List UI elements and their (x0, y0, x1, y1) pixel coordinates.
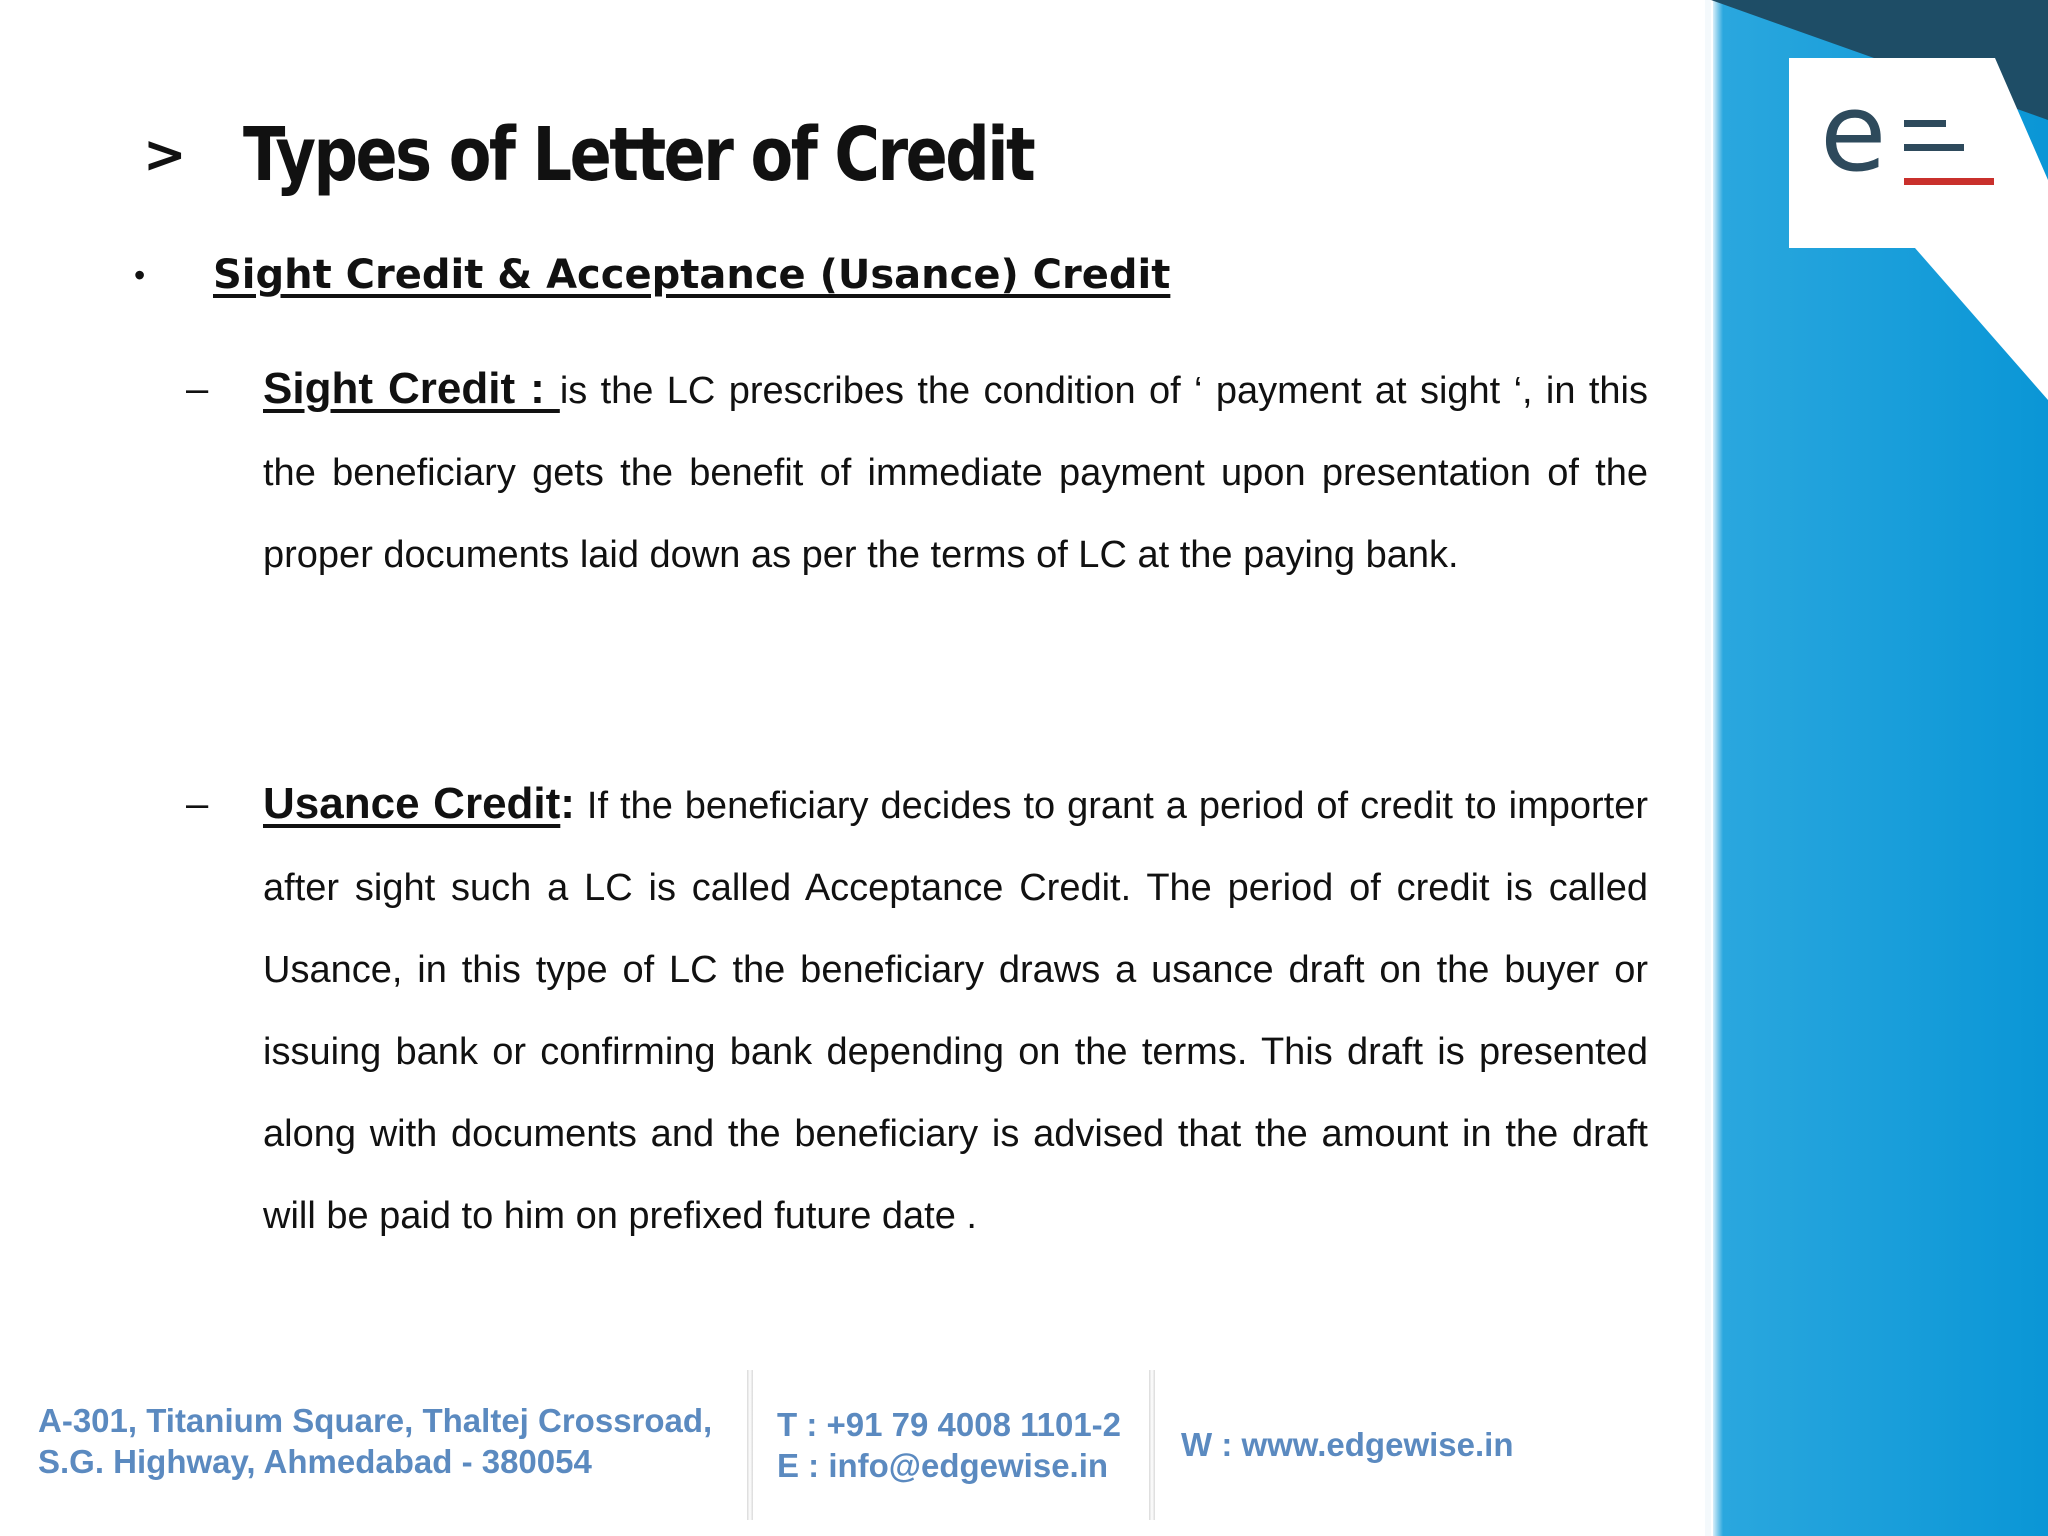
footer-email[interactable]: E : info@edgewise.in (777, 1447, 1109, 1484)
list-item-sight-credit (186, 348, 1648, 678)
footer-address (38, 1400, 712, 1482)
bullet-heading-text: Sight Credit & Acceptance (Usance) Credit (213, 252, 1171, 298)
footer-divider (747, 1370, 753, 1520)
slide-title (143, 100, 1183, 210)
bullet-icon: • (134, 256, 146, 293)
sight-credit-body: is the LC prescribes the condition of ‘ payment at sight ‘, in this the beneficiary gets the benefit of immediate payment upon presentation of the proper documents laid down as per the terms of LC at the paying bank. (263, 370, 1648, 576)
footer-phone: T : +91 79 4008 1101-2 (777, 1406, 1122, 1443)
logo (1820, 71, 1970, 208)
footer-contact (777, 1404, 1121, 1486)
side-decoration-band (1705, 0, 2048, 1536)
logo-bar-middle (1904, 144, 1964, 151)
sight-credit-term: Sight Credit : (263, 364, 560, 413)
logo-bar-top (1904, 120, 1946, 127)
sight-credit-paragraph (263, 348, 1648, 596)
title-text: Types of Letter of Credit (242, 112, 1033, 198)
title-chevron-icon: > (143, 125, 187, 185)
usance-credit-term: Usance Credit (263, 779, 561, 828)
band-graphic (1705, 0, 2048, 1536)
dash-icon: – (186, 782, 209, 826)
footer-divider (1149, 1370, 1155, 1520)
usance-credit-colon: : (560, 779, 575, 828)
usance-credit-paragraph (263, 763, 1648, 1257)
edgewise-e-logo-icon: e (1820, 71, 1887, 196)
dash-icon: – (186, 367, 209, 411)
list-item-usance-credit (186, 763, 1648, 1333)
bullet-heading (134, 252, 1170, 298)
address-line-1: A-301, Titanium Square, Thaltej Crossroad, (38, 1402, 713, 1439)
logo-bar-bottom (1904, 178, 1994, 185)
footer (0, 1360, 1705, 1536)
usance-credit-body: If the beneficiary decides to grant a period of credit to importer after sight such a LC is called Acceptance Credit. The period of credit is called Usance, in this type of LC the beneficiary draws a usance draft on the buyer or issuing bank or confirming bank depending on the terms. This draft is presented along with documents and the beneficiary is advised that the amount in the draft will be paid to him on prefixed future date . (263, 785, 1648, 1237)
footer-website[interactable]: W : www.edgewise.in (1181, 1426, 1514, 1463)
address-line-2: S.G. Highway, Ahmedabad - 380054 (38, 1443, 592, 1480)
